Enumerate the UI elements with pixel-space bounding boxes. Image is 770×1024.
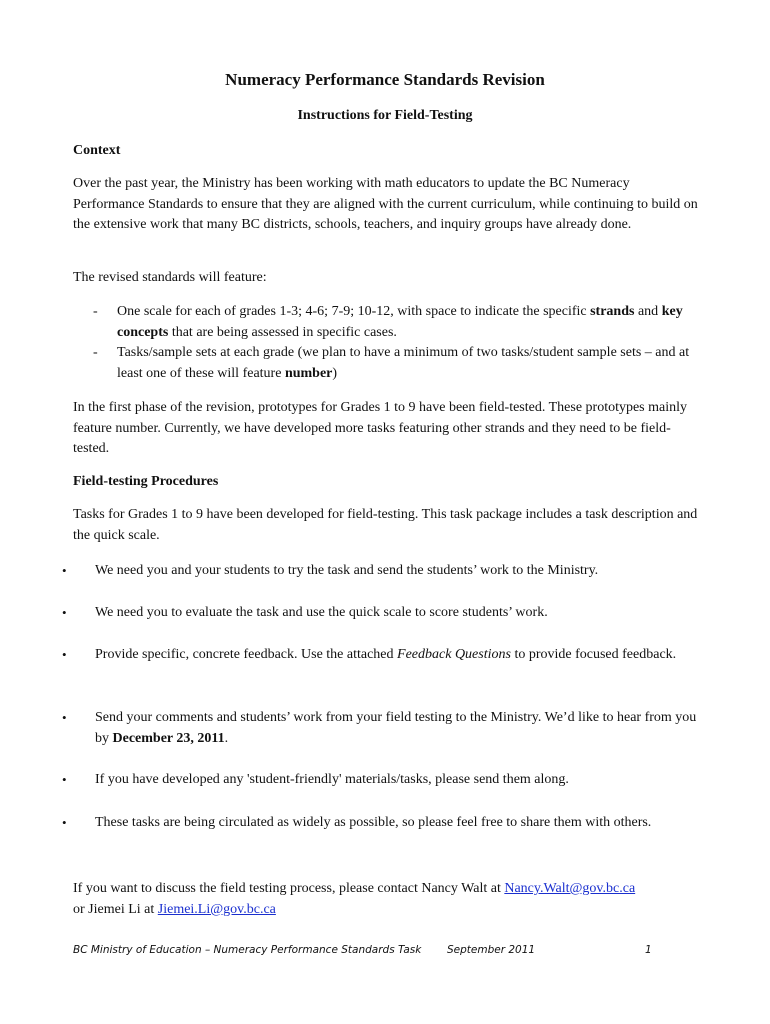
bullet-text: Provide specific, concrete feedback. Use the attached Feedback Questions to provide focused feedback. [95, 647, 677, 662]
context-heading: Context [73, 143, 121, 158]
bullet-text: These tasks are being circulated as widely as possible, so please feel free to share them with others. [95, 815, 652, 830]
feature-item-text: One scale for each of grades 1-3; 4-6; 7-9; 10-12, with space to indicate the specific strands and key concepts that are being assessed in specific cases. [117, 304, 683, 340]
bullet-text: If you have developed any 'student-friendly' materials/tasks, please send them along. [95, 772, 569, 787]
email-link-jiemei-li[interactable]: Jiemei.Li@gov.bc.ca [157, 901, 276, 917]
page-number: 1 [645, 944, 652, 956]
dash-marker: - [93, 345, 98, 360]
bullet-marker: • [62, 563, 67, 578]
footer-date: September 2011 [447, 944, 536, 956]
contact-paragraph: If you want to discuss the field testing process, please contact Nancy Walt at Nancy.Walt@gov.bc.ca or Jiemei Li at Jiemei.Li@gov.bc.ca [73, 881, 636, 917]
footer-source: BC Ministry of Education – Numeracy Performance Standards Task [73, 944, 422, 956]
bullet-marker: • [62, 772, 67, 787]
dash-marker: - [93, 304, 98, 319]
bullet-text: We need you and your students to try the task and send the students’ work to the Ministry. [95, 563, 599, 578]
feature-item-text: Tasks/sample sets at each grade (we plan to have a minimum of two tasks/student sample sets – and at least one of these will feature number) [117, 345, 690, 381]
bullet-marker: • [62, 710, 67, 725]
bullet-marker: • [62, 815, 67, 830]
context-paragraph: Over the past year, the Ministry has been working with math educators to update the BC Numeracy Performance Standards to ensure that they are aligned with the current curriculum, while continuing to build on the extensive work that many BC districts, schools, teachers, and inquiry groups have already done. [73, 176, 698, 232]
feature-intro: The revised standards will feature: [73, 270, 267, 285]
phase-paragraph: In the first phase of the revision, prototypes for Grades 1 to 9 have been field-tested. These prototypes mainly feature number. Currently, we have developed more tasks featuring other strands and they need to be field-tested. [73, 400, 688, 456]
bullet-marker: • [62, 605, 67, 620]
page-footer [73, 944, 663, 962]
procedures-heading: Field-testing Procedures [73, 474, 219, 489]
email-link-nancy-walt[interactable]: Nancy.Walt@gov.bc.ca [504, 881, 636, 896]
bullet-marker: • [62, 647, 67, 662]
bullet-text: Send your comments and students’ work from your field testing to the Ministry. We’d like to hear from you by December 23, 2011. [95, 710, 697, 746]
document-title: Numeracy Performance Standards Revision [225, 70, 545, 89]
procedures-paragraph: Tasks for Grades 1 to 9 have been developed for field-testing. This task package includes a task description and the quick scale. [73, 507, 698, 543]
bullet-text: We need you to evaluate the task and use the quick scale to score students’ work. [95, 605, 548, 620]
document-subtitle: Instructions for Field-Testing [297, 108, 473, 123]
